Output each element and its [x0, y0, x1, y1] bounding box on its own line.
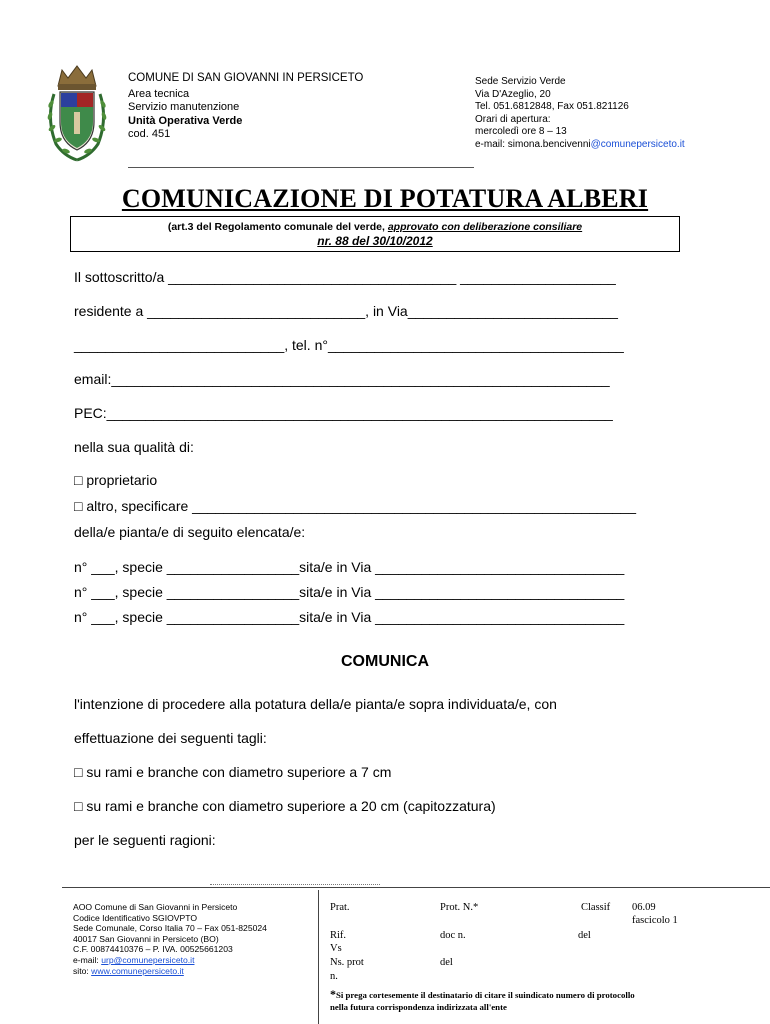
cuts-intro: effettuazione dei seguenti tagli: [74, 730, 267, 746]
footer-office-block [73, 902, 267, 976]
footer-column-divider [318, 890, 319, 1024]
contact-email-prefix: e-mail: simona.bencivenni [475, 138, 591, 150]
header-municipality-block [128, 72, 363, 142]
plant-row[interactable]: n° ___, specie _________________sita/e in Via ________________________________ [74, 559, 625, 575]
prat-label: Prat. [330, 902, 350, 913]
header-contact-block [475, 76, 685, 151]
note-line-1-text: Si prega cortesemente il destinatario di citare il suindicato numero di protocollo [336, 990, 635, 1000]
document-title: COMUNICAZIONE DI POTATURA ALBERI [121, 184, 649, 213]
footer-seat: Sede Comunale, Corso Italia 70 – Fax 051-825024 [73, 923, 267, 934]
footer-divider [62, 887, 770, 888]
del-label-2: del [440, 957, 453, 968]
footer-email-line [73, 955, 267, 966]
email-field[interactable]: email:________________________________________________________________ [74, 371, 610, 387]
undersigned-field[interactable]: Il sottoscritto/a _____________________________________ ____________________ [74, 269, 616, 285]
protocol-note-line-1 [330, 988, 635, 1001]
prot-label: Prot. N.* [440, 902, 479, 913]
phone-label: Tel. 051.6812848, Fax 051.821126 [475, 101, 629, 112]
footer-site-link[interactable]: www.comunepersiceto.it [91, 965, 184, 976]
cut-20cm-checkbox[interactable]: □ su rami e branche con diametro superiore a 20 cm (capitozzatura) [74, 798, 496, 814]
municipality-name: COMUNE DI SAN GIOVANNI IN PERSICETO [128, 72, 364, 84]
rif-label: Rif. [330, 930, 347, 941]
ns-prot-label: Ns. prot [330, 957, 364, 968]
unit-label: Unità Operativa Verde [128, 114, 243, 127]
footer-tax: C.F. 00874410376 – P. IVA. 00525661203 [73, 944, 233, 955]
footer-email-label: e-mail: [73, 954, 102, 965]
area-label: Area tecnica [128, 87, 190, 100]
footer-site-label: sito: [73, 965, 92, 976]
seat-label: Sede Servizio Verde [475, 76, 566, 87]
footer-id-code: Codice Identificativo SGIOVPTO [73, 912, 198, 923]
contact-email [475, 139, 685, 152]
cut-7cm-checkbox[interactable]: □ su rami e branche con diametro superiore a 7 cm [74, 764, 392, 780]
fascicolo-label: fascicolo 1 [632, 915, 678, 926]
header-divider [128, 167, 474, 168]
doc-label: doc n. [440, 930, 466, 941]
residence-field[interactable]: residente a ____________________________, in Via___________________________ [74, 303, 618, 319]
protocol-note-line-2: nella futura corrispondenza indirizzata all'ente [330, 1002, 507, 1012]
communicates-heading: COMUNICA [341, 653, 429, 670]
reference-prefix: (art.3 del Regolamento comunale del verde, [167, 221, 388, 233]
other-checkbox[interactable]: □ altro, specificare _________________________________________________________ [74, 498, 636, 514]
note-asterisk: * [330, 987, 336, 1001]
footer-site-line [73, 966, 267, 977]
classif-label: Classif [581, 902, 611, 913]
reference-line-1 [71, 221, 679, 233]
hours-value: mercoledì ore 8 – 13 [475, 126, 567, 137]
address-label: Via D'Azeglio, 20 [475, 88, 551, 100]
intention-text: l'intenzione di procedere alla potatura della/e pianta/e sopra individuata/e, con [74, 696, 557, 712]
n-label: n. [330, 971, 338, 982]
reference-approval: approvato con deliberazione consiliare [387, 221, 583, 233]
reasons-label: per le seguenti ragioni: [74, 832, 216, 848]
owner-checkbox[interactable]: □ proprietario [74, 472, 158, 488]
vs-label: Vs [330, 943, 342, 954]
contact-email-domain[interactable]: @comunepersiceto.it [590, 138, 685, 150]
pec-field[interactable]: PEC:_________________________________________________________________ [74, 405, 613, 421]
regulation-reference-box [70, 216, 680, 252]
service-label: Servizio manutenzione [128, 101, 240, 113]
plant-row[interactable]: n° ___, specie _________________sita/e in Via ________________________________ [74, 609, 625, 625]
protocol-note [330, 988, 635, 1013]
footer-city: 40017 San Giovanni in Persiceto (BO) [73, 933, 219, 944]
quality-label: nella sua qualità di: [74, 439, 194, 455]
classif-value: 06.09 [632, 902, 656, 913]
hours-label: Orari di apertura: [475, 113, 551, 125]
footer-dotted-mark [210, 884, 380, 885]
municipal-crest-logo [44, 64, 110, 164]
footer-aoo: AOO Comune di San Giovanni in Persiceto [73, 902, 238, 912]
plant-row[interactable]: n° ___, specie _________________sita/e in Via ________________________________ [74, 584, 625, 600]
code-label: cod. 451 [128, 128, 171, 140]
plants-intro: della/e pianta/e di seguito elencata/e: [74, 524, 306, 540]
del-label-1: del [578, 930, 591, 941]
reference-line-2: nr. 88 del 30/10/2012 [317, 234, 433, 248]
phone-field[interactable]: ___________________________, tel. n°______________________________________ [74, 337, 624, 353]
footer-email-link[interactable]: urp@comunepersiceto.it [101, 954, 195, 965]
